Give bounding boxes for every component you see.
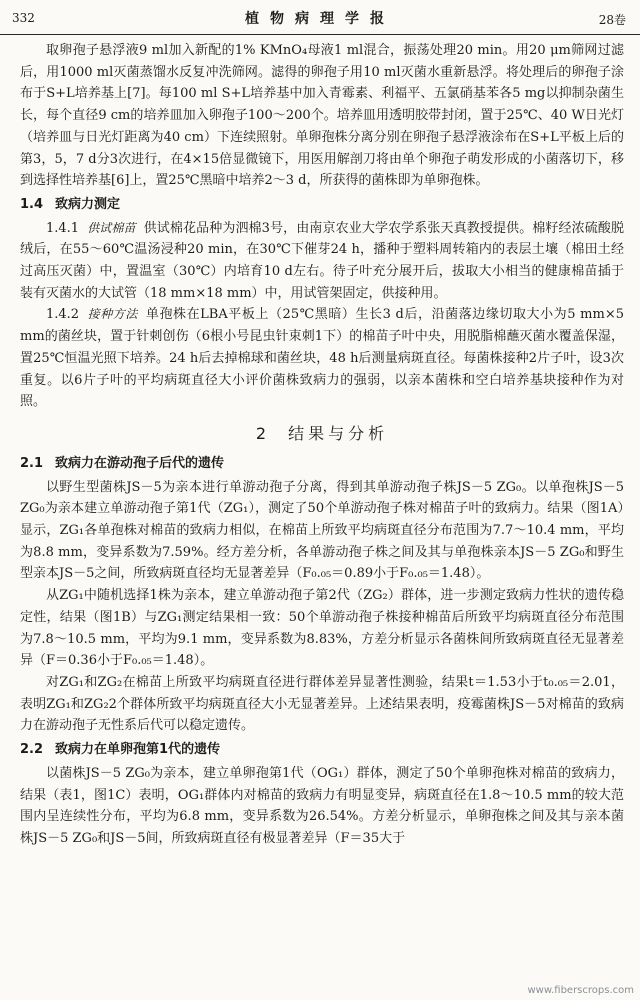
heading-number: 2.1: [20, 455, 44, 471]
heading-number: 1.4: [20, 196, 44, 212]
section-heading-2: [20, 423, 624, 445]
heading-text: 致病力测定: [55, 196, 121, 212]
paragraph-text: 供试棉花品种为泗棉3号，由南京农业大学农学系张天真教授提供。棉籽经浓硫酸脱绒后，在55～60℃温汤浸种20 min，在30℃下催芽24 h，播种于塑料周转箱内的表层土壤（棉田土经过高压灭菌）中，置温室（30℃）内培育10 d左右。待子叶充分展开后，拔取大小相当的健康棉苗插于装有灭菌水的大试管（18 mm×18 mm）中，用试管架固定，供接种用。: [20, 220, 624, 301]
heading-2-2: [20, 739, 624, 761]
heading-1-4: [20, 194, 624, 216]
section-number: 2: [255, 423, 271, 443]
watermark: www.fiberscrops.com: [527, 985, 634, 996]
volume-label: 28卷: [598, 13, 626, 27]
paragraph-2-1-b: 从ZG₁中随机选择1株为亲本，建立单游动孢子第2代（ZG₂）群体，进一步测定致病力性状的遗传稳定性，结果（图1B）与ZG₁测定结果相一致：50个单游动孢子株接种棉苗后所致平均病斑直径分布范围为7.8～10.5 mm，平均为9.1 mm，变异系数为8.83%，方差分析显示各菌株间所致病斑直径无显著差异（F＝0.36小于F₀.₀₅＝1.48）。: [20, 588, 624, 669]
article-body: [20, 40, 624, 850]
subheading-number: 1.4.1: [46, 220, 80, 236]
heading-2-1: [20, 453, 624, 475]
subheading-label: 供试棉苗: [87, 220, 136, 235]
paragraph-oospore-isolation: 取卵孢子悬浮液9 ml加入新配的1% KMnO₄母液1 ml混合，振荡处理20 min。用20 μm筛网过滤后，用1000 ml灭菌蒸馏水反复冲洗筛网。滤得的卵孢子用10 ml灭菌水重新悬浮。将处理后的卵孢子涂布于S+L培养基上[7]。每100 ml S+L培养基中加入青霉素、利福平、五氯硝基苯各5 mg以抑制杂菌生长，每个直径9 cm的培养皿加入卵孢子100～200个。培养皿用透明胶带封闭，置于25℃、40 W日光灯（培养皿与日光灯距离为40 cm）下连续照射。单卵孢株分离分别在卵孢子悬浮液涂布在S+L平板上后的第3，5，7 d分3次进行，在4×15倍显微镜下，用医用解剖刀将由单个卵孢子萌发形成的小菌落切下，移到选择性培养基[6]上，置25℃黑暗中培养2～3 d，所获得的菌株即为单卵孢株。: [20, 43, 624, 189]
paragraph-2-2-a: 以菌株JS－5 ZG₀为亲本，建立单卵孢第1代（OG₁）群体，测定了50个单卵孢株对棉苗的致病力，结果（表1，图1C）表明，OG₁群体内对棉苗的致病力有明显变异，病斑直径在1.8～10.5 mm的较大范围内呈连续性分布，平均为6.8 mm，变异系数为26.54%。方差分析显示，单卵孢株之间及其与亲本菌株JS－5 ZG₀和JS－5间，所致病斑直径有极显著差异（F＝35大于: [20, 765, 624, 846]
journal-title: 植物病理学报: [245, 11, 395, 27]
page-number: 332: [12, 11, 35, 25]
subheading-number: 1.4.2: [46, 307, 80, 323]
heading-text: 致病力在游动孢子后代的遗传: [55, 455, 225, 471]
heading-text: 致病力在单卵孢第1代的遗传: [55, 742, 221, 758]
paragraph-text: 单孢株在LBA平板上（25℃黑暗）生长3 d后，沿菌落边缘切取大小为5 mm×5 mm的菌丝块，置于针刺创伤（6根小号昆虫针束刺1下）的棉苗子叶中央，用脱脂棉蘸灭菌水覆盖保湿，置25℃恒温光照下培养。24 h后去掉棉球和菌丝块，48 h后测量病斑直径。每菌株接种2片子叶，设3次重复。以6片子叶的平均病斑直径大小评价菌株致病力的强弱，以亲本菌株和空白培养基块接种作为对照。: [20, 307, 624, 410]
section-title: 结果与分析: [288, 423, 389, 443]
paragraph-1-4-2: [20, 304, 624, 413]
running-header: [0, 0, 640, 35]
paragraph-2-1-c: 对ZG₁和ZG₂在棉苗上所致平均病斑直径进行群体差异显著性测验，结果t＝1.53小于t₀.₀₅＝2.01，表明ZG₁和ZG₂2个群体所致平均病斑直径大小无显著差异。上述结果表明，疫霉菌株JS－5对棉苗的致病力在游动孢子无性系后代可以稳定遗传。: [20, 674, 624, 734]
paragraph-2-1-a: 以野生型菌株JS－5为亲本进行单游动孢子分离，得到其单游动孢子株JS－5 ZG₀。以单孢株JS－5 ZG₀为亲本建立单游动孢子第1代（ZG₁），测定了50个单游动孢子株对棉苗子叶的致病力。结果（图1A）显示，ZG₁各单孢株对棉苗的致病力相似，在棉苗上所致平均病斑直径分布范围为7.7～10.4 mm，平均为8.8 mm，变异系数为7.59%。经方差分析，各单游动孢子株之间及其与单孢株亲本JS－5 ZG₀和野生型亲本JS－5之间，所致病斑直径均无显著差异（F₀.₀₅＝0.89小于F₀.₀₅＝1.48）。: [20, 479, 624, 582]
heading-number: 2.2: [20, 742, 44, 758]
paragraph-1-4-1: [20, 218, 624, 305]
subheading-label: 接种方法: [87, 307, 138, 322]
